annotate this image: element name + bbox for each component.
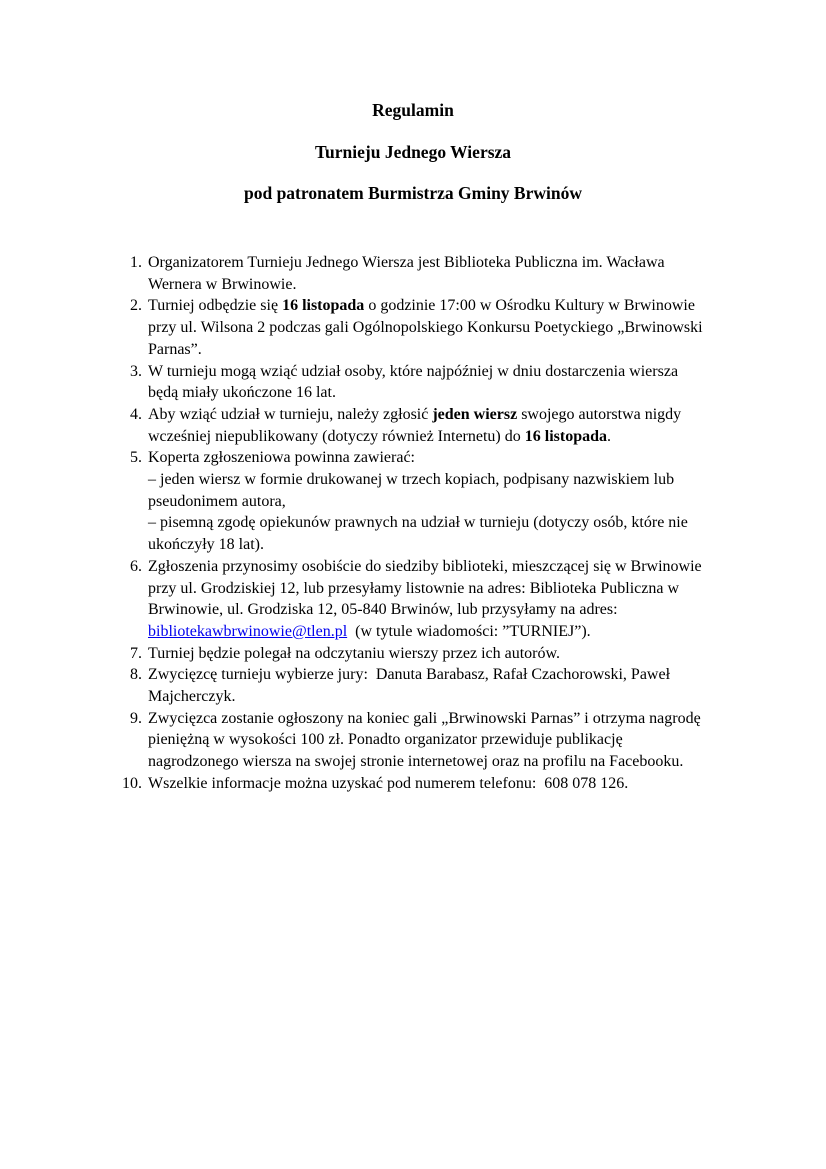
document-subtitle: Turnieju Jednego Wiersza xyxy=(314,142,512,162)
rule-text-line: nagrodzonego wiersza na swojej stronie internetowej oraz na profilu na Facebooku. xyxy=(148,753,684,771)
rule-text-line xyxy=(148,295,732,317)
rule-number: 10. xyxy=(122,774,142,792)
rule-1 xyxy=(112,252,732,295)
rule-text-line: pieniężną w wysokości 100 zł. Ponadto organizator przewiduje publikację xyxy=(148,731,623,749)
rule-number: 8. xyxy=(130,666,142,684)
rule-text-line: Majcherczyk. xyxy=(148,688,236,706)
rule-text-line: Zwycięzcę turnieju wybierze jury: Danuta Barabasz, Rafał Czachorowski, Paweł xyxy=(148,666,671,684)
rule-date-bold: 16 listopada xyxy=(524,427,608,445)
rule-text-line: Wernera w Brwinowie. xyxy=(148,275,297,293)
email-link[interactable]: bibliotekawbrwinowie@tlen.pl xyxy=(148,622,348,640)
rule-text-line: Parnas”. xyxy=(148,340,202,358)
rule-text-line: – jeden wiersz w formie drukowanej w trzech kopiach, podpisany nazwiskiem lub xyxy=(148,471,675,489)
rule-number: 7. xyxy=(130,644,142,662)
rule-number: 2. xyxy=(130,297,142,315)
rule-text-line: – pisemną zgodę opiekunów prawnych na udział w turnieju (dotyczy osób, które nie xyxy=(148,514,688,532)
rule-6 xyxy=(112,556,732,643)
rule-text-line: Turniej będzie polegał na odczytaniu wierszy przez ich autorów. xyxy=(148,644,560,662)
rule-text-line: Wszelkie informacje można uzyskać pod numerem telefonu: 608 078 126. xyxy=(148,774,629,792)
rule-text: Turniej odbędzie się xyxy=(148,297,283,315)
rule-text: o godzinie 17:00 w Ośrodku Kultury w Brwinowie xyxy=(364,297,695,315)
rule-text-line: pseudonimem autora, xyxy=(148,492,286,510)
rule-text: (w tytule wiadomości: ”TURNIEJ”). xyxy=(347,622,591,640)
rule-text-line: przy ul. Wilsona 2 podczas gali Ogólnopolskiego Konkursu Poetyckiego „Brwinowski xyxy=(148,319,703,337)
rule-number: 9. xyxy=(130,709,142,727)
rule-5 xyxy=(112,447,732,556)
rule-10 xyxy=(112,773,732,795)
rule-2 xyxy=(112,295,732,360)
document-patronage-line: pod patronatem Burmistrza Gminy Brwinów xyxy=(243,183,582,203)
rule-3 xyxy=(112,361,732,404)
rule-date-bold: 16 listopada xyxy=(282,297,365,315)
rule-number: 5. xyxy=(130,449,142,467)
rule-number: 4. xyxy=(130,405,142,423)
rule-number: 6. xyxy=(130,557,142,575)
rule-emphasis-bold: jeden wiersz xyxy=(432,405,518,423)
rules-list xyxy=(112,252,732,795)
document-title: Regulamin xyxy=(372,100,454,120)
rule-text-line xyxy=(148,404,732,426)
rule-9 xyxy=(112,708,732,773)
rule-text-line: Zgłoszenia przynosimy osobiście do siedziby biblioteki, mieszczącej się w Brwinowie xyxy=(148,557,702,575)
rule-number: 3. xyxy=(130,362,142,380)
rule-text: swojego autorstwa nigdy xyxy=(517,405,682,423)
rule-8 xyxy=(112,664,732,707)
rule-text-line: Brwinowie, ul. Grodziska 12, 05-840 Brwinów, lub przysyłamy na adres: xyxy=(148,601,618,619)
rule-4 xyxy=(112,404,732,447)
rule-text: wcześniej niepublikowany (dotyczy również Internetu) do xyxy=(148,427,525,445)
rule-text-line: Zwycięzca zostanie ogłoszony na koniec gali „Brwinowski Parnas” i otrzyma nagrodę xyxy=(148,709,701,727)
rule-text: . xyxy=(607,427,612,445)
rule-text-line: W turnieju mogą wziąć udział osoby, które najpóźniej w dniu dostarczenia wiersza xyxy=(148,362,679,380)
rule-text-line: Organizatorem Turnieju Jednego Wiersza jest Biblioteka Publiczna im. Wacława xyxy=(148,254,665,271)
rule-text-line xyxy=(148,426,732,448)
rule-text-line: ukończyły 18 lat). xyxy=(148,536,264,554)
rule-7 xyxy=(112,643,732,665)
rule-text-line: przy ul. Grodziskiej 12, lub przesyłamy listownie na adres: Biblioteka Publiczna w xyxy=(148,579,679,597)
rule-text-line xyxy=(148,621,732,643)
rule-text: Aby wziąć udział w turnieju, należy zgłosić xyxy=(148,405,433,423)
rule-text-line: będą miały ukończone 16 lat. xyxy=(148,384,336,402)
rule-number: 1. xyxy=(130,254,142,271)
rule-text-line: Koperta zgłoszeniowa powinna zawierać: xyxy=(148,449,415,467)
